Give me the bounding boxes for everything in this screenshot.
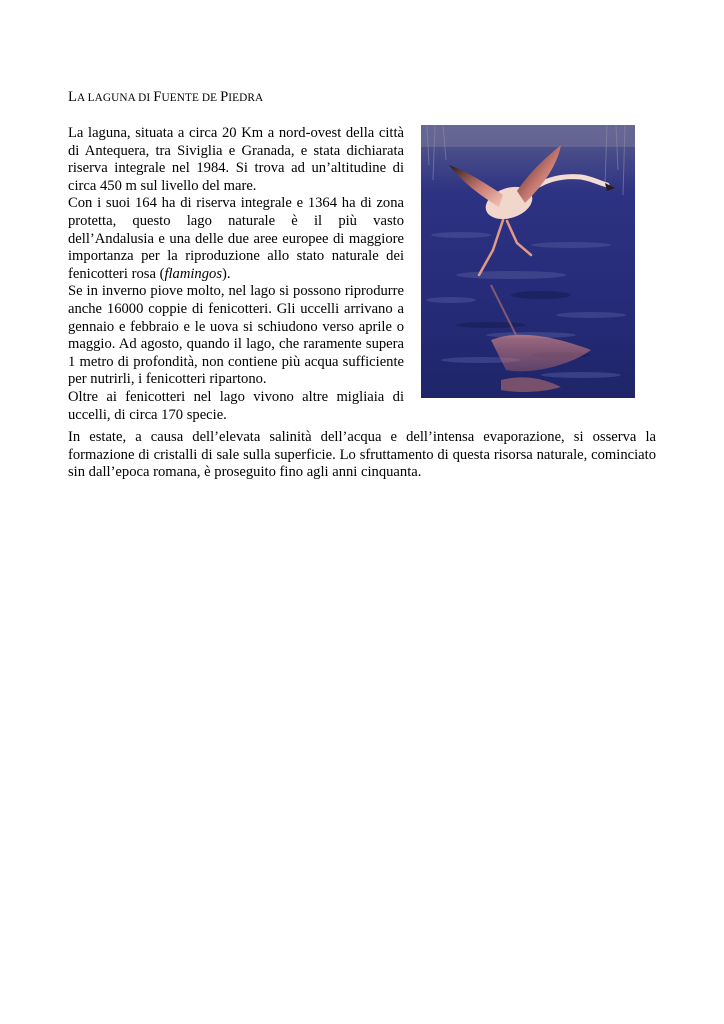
flamingo-photo: [421, 125, 635, 398]
title-part-2: UENTE DE: [161, 92, 221, 104]
paragraph-2: [68, 195, 404, 283]
title-initial-3: P: [220, 89, 229, 105]
title-part-1: A LAGUNA DI: [77, 92, 154, 104]
title-initial-2: F: [153, 89, 162, 105]
paragraph-5: In estate, a causa dell’elevata salinità dell’acqua e dell’intensa evaporazione, si osserva la formazione di cristalli di sale sulla superficie. Lo sfruttamento di questa risorsa naturale, cominciato sin dall’epoca romana, è proseguito fino agli anni cinquanta.: [68, 429, 656, 481]
page-title: [68, 88, 263, 107]
full-width-text: [68, 429, 656, 482]
title-initial-1: L: [68, 89, 78, 105]
left-text-column: [68, 125, 404, 424]
paragraph-2-end: ).: [222, 265, 231, 282]
paragraph-1: La laguna, situata a circa 20 Km a nord-ovest della città di Antequera, tra Siviglia e Granada, e stata dichiarata riserva integrale nel 1984. Si trova ad un’altitudine di circa 450 m sul livello del mare.: [68, 125, 404, 194]
paragraph-3: Se in inverno piove molto, nel lago si possono riprodurre anche 16000 coppie di fenicotteri. Gli uccelli arrivano a gennaio e febbraio e le uova si schiudono verso aprile o maggio. Ad agosto, quando il lago, che raramente supera 1 metro di profondità, non contiene più acqua sufficiente per nutrirli, i fenicotteri ripartono.: [68, 283, 404, 388]
paragraph-4: Oltre ai fenicotteri nel lago vivono altre migliaia di uccelli, di circa 170 specie.: [68, 388, 404, 423]
paragraph-2-text: Con i suoi 164 ha di riserva integrale e 1364 ha di zona protetta, questo lago naturale è il più vasto dell’Andalusia e una delle due aree europee di maggiore importanza per la riproduzione allo stato naturale dei fenicotteri rosa (: [68, 195, 404, 282]
paragraph-2-italic: flamingos: [164, 265, 223, 282]
title-part-3: IEDRA: [228, 92, 264, 104]
